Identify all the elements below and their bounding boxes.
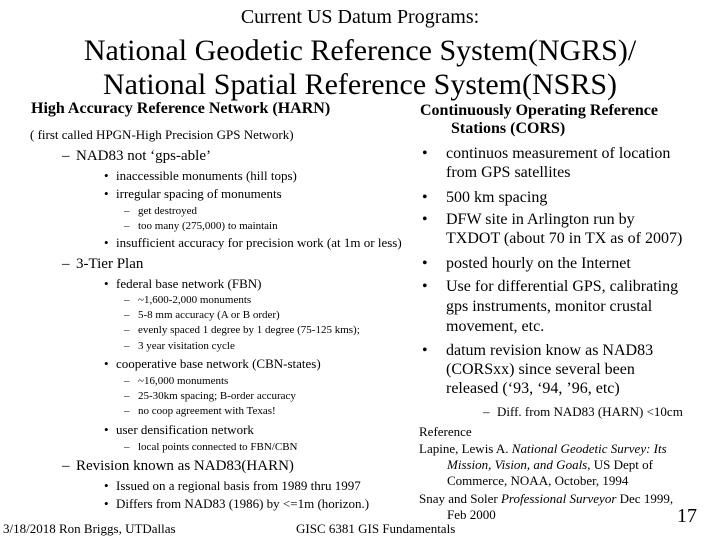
cors-item-revision-cont1: (CORSxx) since several been — [446, 361, 635, 378]
cors-item-hourly: posted hourly on the Internet — [446, 255, 631, 272]
cors-item-diff: – Diff. from NAD83 (HARN) <10cm — [483, 404, 683, 419]
cors-item-differential-cont1: gps instruments, monitor crustal — [446, 298, 653, 315]
dash-marker: – — [62, 256, 70, 272]
bullet-marker: • — [104, 496, 109, 511]
dash-marker: – — [483, 404, 490, 419]
cors-item-dfw: DFW site in Arlington run by — [446, 211, 635, 228]
left-item-fbn-spacing: – evenly spaced 1 degree by 1 degree (75-125 kms); — [124, 324, 360, 336]
reference-1-line1: Lapine, Lewis A. National Geodetic Survey: Its — [419, 441, 667, 456]
left-item-destroyed: – get destroyed — [124, 205, 197, 217]
left-item-revision: – Revision known as NAD83(HARN) — [62, 458, 294, 474]
left-item-fbn-cycle: – 3 year visitation cycle — [124, 340, 235, 352]
bullet-marker: • — [104, 186, 109, 201]
slide-title-line1: National Geodetic Reference System(NGRS)/ — [83, 34, 637, 67]
bullet-marker: • — [422, 145, 428, 162]
cors-item-revision-cont2: released (‘93, ‘94, ’96, etc) — [446, 380, 620, 397]
cors-heading-line2: Stations (CORS) — [451, 120, 566, 137]
left-item-cbn-monuments: – ~16,000 monuments — [124, 375, 229, 387]
left-item-fbn-monuments: – ~1,600-2,000 monuments — [124, 294, 252, 306]
reference-label: Reference — [419, 424, 472, 439]
bullet-marker: • — [422, 189, 428, 206]
bullet-marker: • — [422, 342, 428, 359]
reference-1-line2: Mission, Vision, and Goals, US Dept of — [447, 457, 653, 472]
dash-marker: – — [124, 405, 130, 417]
dash-marker: – — [124, 324, 130, 336]
left-item-fbn-accuracy: – 5-8 mm accuracy (A or B order) — [124, 309, 280, 321]
dash-marker: – — [62, 458, 70, 474]
bullet-marker: • — [422, 278, 428, 295]
cors-item-spacing: 500 km spacing — [446, 189, 548, 206]
cors-item-differential-cont2: movement, etc. — [446, 318, 545, 335]
left-item-insufficient: • insufficient accuracy for precision work (at 1m or less) — [104, 235, 402, 250]
cors-item-measurement-cont: from GPS satellites — [446, 164, 571, 181]
cors-heading-line1: Continuously Operating Reference — [420, 102, 658, 119]
left-item-fbn: • federal base network (FBN) — [104, 276, 262, 291]
dash-marker: – — [124, 294, 130, 306]
left-item-cbn: • cooperative base network (CBN-states) — [104, 356, 321, 371]
harn-subheading: ( first called HPGN-High Precision GPS Network) — [30, 127, 294, 142]
dash-marker: – — [124, 340, 130, 352]
footer-course: GISC 6381 GIS Fundamentals — [296, 521, 456, 536]
bullet-marker: • — [104, 276, 109, 291]
page-number: 17 — [677, 505, 697, 527]
left-item-differs: • Differs from NAD83 (1986) by <=1m (horizon.) — [104, 496, 370, 511]
footer-date-author: 3/18/2018 Ron Briggs, UTDallas — [3, 521, 176, 536]
bullet-marker: • — [104, 422, 109, 437]
reference-2-line2: Feb 2000 — [447, 507, 496, 522]
dash-marker: – — [124, 441, 130, 453]
dash-marker: – — [124, 220, 130, 232]
cors-item-revision: datum revision know as NAD83 — [446, 342, 654, 359]
left-item-irregular: • irregular spacing of monuments — [104, 186, 282, 201]
reference-1-line3: Commerce, NOAA, October, 1994 — [447, 473, 629, 488]
bullet-marker: • — [422, 255, 428, 272]
harn-heading: High Accuracy Reference Network (HARN) — [31, 100, 331, 117]
cors-item-differential: Use for differential GPS, calibrating — [446, 278, 679, 295]
left-item-local-points: – local points connected to FBN/CBN — [124, 441, 298, 453]
dash-marker: – — [124, 375, 130, 387]
reference-2-line1: Snay and Soler Professional Surveyor Dec 1999, — [419, 491, 674, 506]
bullet-marker: • — [422, 211, 428, 228]
bullet-marker: • — [104, 356, 109, 371]
left-item-issued: • Issued on a regional basis from 1989 thru 1997 — [104, 478, 361, 493]
bullet-marker: • — [104, 235, 109, 250]
cors-item-dfw-cont: TXDOT (about 70 in TX as of 2007) — [446, 230, 683, 247]
left-item-cbn-spacing: – 25-30km spacing; B-order accuracy — [124, 390, 296, 402]
bullet-marker: • — [104, 478, 109, 493]
dash-marker: – — [62, 148, 70, 164]
bullet-marker: • — [104, 168, 109, 183]
left-item-densification: • user densification network — [104, 422, 254, 437]
cors-item-measurement: continuos measurement of location — [446, 145, 671, 162]
left-item-cbn-texas: – no coop agreement with Texas! — [124, 405, 276, 417]
left-item-nad83: – NAD83 not ‘gps-able’ — [62, 148, 211, 164]
slide-title-line2: National Spatial Reference System(NSRS) — [102, 68, 618, 101]
slide-supertitle: Current US Datum Programs: — [240, 6, 480, 28]
left-item-inaccessible: • inaccessible monuments (hill tops) — [104, 168, 297, 183]
dash-marker: – — [124, 309, 130, 321]
dash-marker: – — [124, 390, 130, 402]
left-item-tier-plan: – 3-Tier Plan — [62, 256, 144, 272]
dash-marker: – — [124, 205, 130, 217]
left-item-too-many: – too many (275,000) to maintain — [124, 220, 278, 232]
